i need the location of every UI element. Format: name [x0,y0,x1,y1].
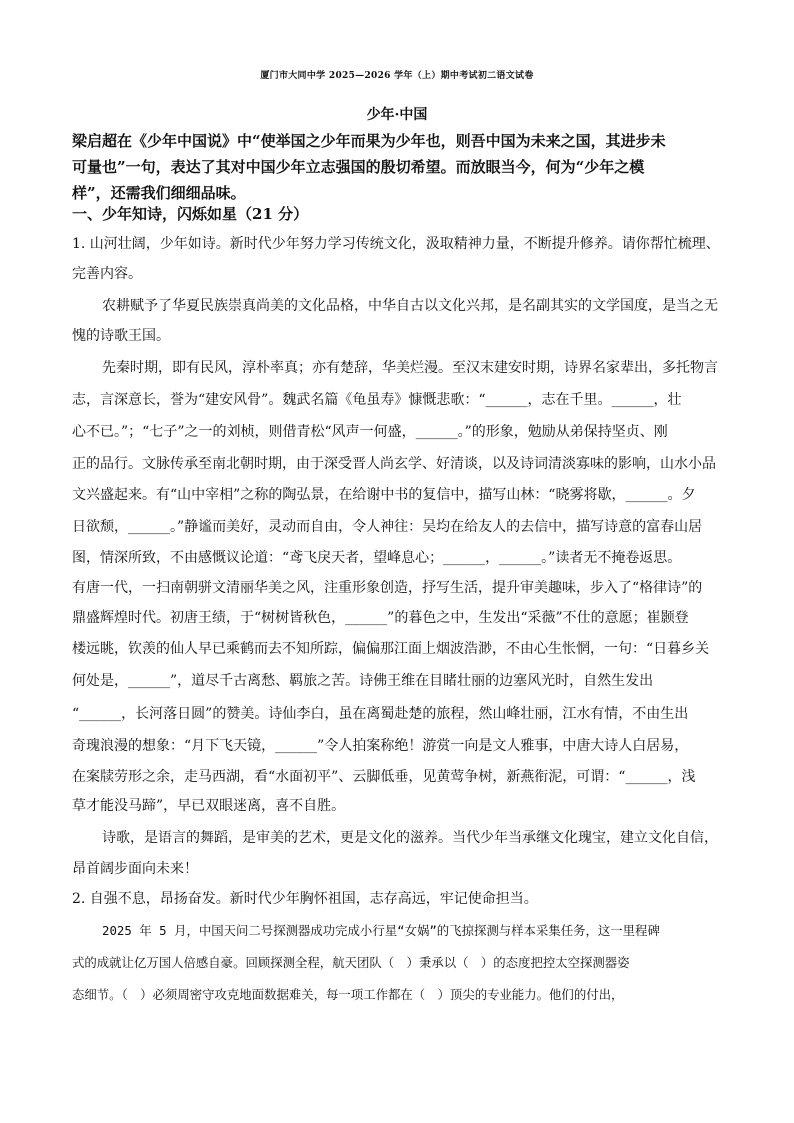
passage-line: 何处是，______”，道尽千古离愁、羁旅之苦。诗佛王维在目睹壮丽的边塞风光时，自然生发出 [72,673,654,689]
question-2-passage-line: 式的成就让亿万国人倍感自豪。回顾探测全程，航天团队（ ）秉承以（ ）的态度把控太空探测器姿 [72,955,630,970]
intro-line: 可量也”一句，表达了其对中国少年立志强国的殷切希望。而放眼当今，何为“少年之模 [72,158,645,176]
passage-line: “______，长河落日圆”的赞美。诗仙李白，虽在离蜀赴楚的旅程，然山峰壮丽，江水有情，不由生出 [72,706,689,722]
passage-line: 图，情深所致，不由感慨议论道：“鸢飞戾天者，望峰息心；______，______。”读者无不掩卷返思。 [72,550,682,566]
intro-paragraph [72,128,732,206]
intro-line: 梁启超在《少年中国说》中“使举国之少年而果为少年也，则吾中国为未来之国，其进步未 [72,132,666,150]
question-2-passage-line: 态细节。（ ）必须周密守攻克地面数据难关，每一项工作都在（ ）顶尖的专业能力。他们的付出， [72,987,624,1002]
section-heading: 一、少年知诗，闪烁如星（21 分） [72,205,309,223]
question-2-passage-line: 2025 年 5 月，中国天问二号探测器成功完成小行星“女娲”的飞掠探测与样本采集任务，这一里程碑 [102,923,660,938]
passage-line: 有唐一代，一扫南朝骈文清丽华美之风，注重形象创造，抒写生活，提升审美趣味，步入了“格律诗”的 [72,580,703,596]
passage-line: 楼远眺，钦羡的仙人早已乘鹤而去不知所踪，偏偏那江面上烟波浩渺，不由心生怅惘，一句：“日暮乡关 [72,641,710,657]
passage-line: 在案牍劳形之余，走马西湖，看“水面初平”、云脚低垂，见黄莺争树，新燕衔泥，可谓：“______，浅 [72,769,696,785]
theme-subtitle: 少年·中国 [366,107,428,123]
intro-line: 样”，还需我们细细品味。 [72,184,246,202]
passage-line: 先秦时期，即有民风，淳朴率真；亦有楚辞，华美烂漫。至汉末建安时期，诗界名家辈出，多托物言 [102,360,718,376]
passage-line: 鼎盛辉煌时代。初唐王绩，于“树树皆秋色，______”的暮色之中，生发出“采薇”不仕的意愿；崔颢登 [72,610,689,626]
passage-line: 奇瑰浪漫的想象：“月下飞天镜，______”令人拍案称绝！游赏一向是文人雅事，中唐大诗人白居易， [72,738,689,754]
passage-line: 农耕赋予了华夏民族崇真尚美的文化品格，中华自古以文化兴邦，是名副其实的文学国度，是当之无 [102,298,718,314]
passage-line: 文兴盛起来。有“山中宰相”之称的陶弘景，在给谢中书的复信中，描写山林：“晓雾将歇，______。夕 [72,487,696,503]
exam-title: 厦门市大同中学 2025—2026 学年（上）期中考试初二语文试卷 [260,71,534,81]
passage-line: 昂首阔步面向未来！ [72,861,198,877]
question-1-line: 1. 山河壮阔，少年如诗。新时代少年努力学习传统文化，汲取精神力量，不断提升修养。请你帮忙梳理、 [72,236,720,252]
question-2-line: 2. 自强不息，昂扬奋发。新时代少年胸怀祖国，志存高远，牢记使命担当。 [72,891,538,907]
passage-line: 愧的诗歌王国。 [72,328,170,344]
passage-line: 正的品行。文脉传承至南北朝时期，由于深受晋人尚玄学、好清谈，以及诗词清淡寡味的影响，山水小品 [72,456,716,472]
passage-line: 志，言深意长，誉为“建安风骨”。魏武名篇《龟虽寿》慷慨悲歌：“______，志在千里。______，壮 [72,392,682,408]
passage-line: 草才能没马蹄”，早已双眼迷离，喜不自胜。 [72,798,346,814]
passage-line: 诗歌，是语言的舞蹈，是审美的艺术，更是文化的滋养。当代少年当承继文化瑰宝，建立文化自信， [102,830,718,846]
question-1-line: 完善内容。 [72,266,142,282]
passage-line: 日欲颓，______。”静谧而美好，灵动而自由，令人神往：吴均在给友人的去信中，描写诗意的富春山居 [72,519,703,535]
passage-line: 心不已。”；“七子”之一的刘桢，则借青松“风声一何盛，______。”的形象，勉励从弟保持坚贞、刚 [72,424,668,440]
